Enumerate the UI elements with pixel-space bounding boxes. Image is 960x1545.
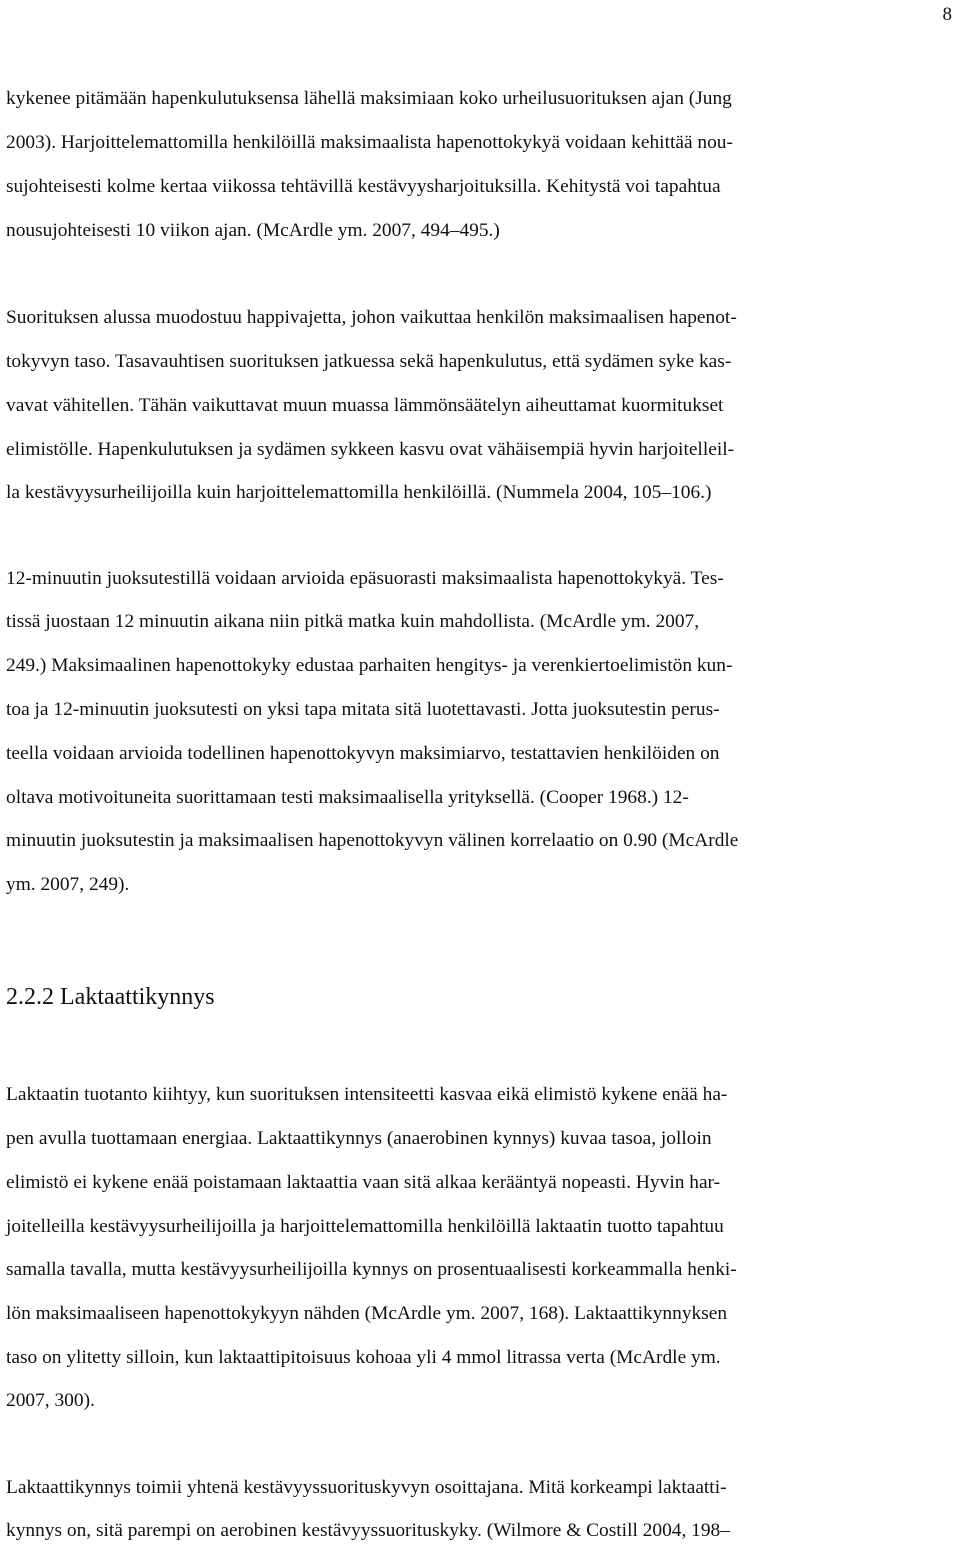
text-line: ym. 2007, 249).: [6, 874, 130, 895]
text-line: Suorituksen alussa muodostuu happivajetta, johon vaikuttaa henkilön maksimaalisen hapenot-: [6, 307, 737, 328]
text-line: pen avulla tuottamaan energiaa. Laktaattikynnys (anaerobinen kynnys) kuvaa tasoa, jolloin: [6, 1128, 712, 1149]
text-line: teella voidaan arvioida todellinen hapenottokyvyn maksimiarvo, testattavien henkilöiden on: [6, 743, 720, 764]
text-line: lön maksimaaliseen hapenottokykyyn nähden (McArdle ym. 2007, 168). Laktaattikynnyksen: [6, 1303, 728, 1324]
text-line: nousujohteisesti 10 viikon ajan. (McArdle ym. 2007, 494–495.): [6, 220, 500, 241]
section-heading: 2.2.2 Laktaattikynnys: [6, 984, 215, 1010]
text-line: 249.) Maksimaalinen hapenottokyky edustaa parhaiten hengitys- ja verenkiertoelimistön kun-: [6, 655, 733, 676]
text-line: Laktaatin tuotanto kiihtyy, kun suorituksen intensiteetti kasvaa eikä elimistö kykene enää ha-: [6, 1084, 728, 1105]
text-line: elimistölle. Hapenkulutuksen ja sydämen sykkeen kasvu ovat vähäisempiä hyvin harjoitelleil-: [6, 439, 735, 460]
text-line: 2007, 300).: [6, 1390, 95, 1411]
text-line: sujohteisesti kolme kertaa viikossa tehtävillä kestävyysharjoituksilla. Kehitystä voi tapahtua: [6, 176, 721, 197]
text-line: 2003). Harjoittelemattomilla henkilöillä maksimaalista hapenottokykyä voidaan kehittää nou-: [6, 132, 733, 153]
text-line: tissä juostaan 12 minuutin aikana niin pitkä matka kuin mahdollista. (McArdle ym. 2007,: [6, 611, 700, 632]
text-line: toa ja 12-minuutin juoksutesti on yksi tapa mitata sitä luotettavasti. Jotta juoksutestin perus-: [6, 699, 720, 720]
page-number: 8: [942, 4, 952, 25]
text-line: Laktaattikynnys toimii yhtenä kestävyyssuorituskyvyn osoittajana. Mitä korkeampi laktaatti-: [6, 1477, 727, 1498]
text-line: minuutin juoksutestin ja maksimaalisen hapenottokyvyn välinen korrelaatio on 0.90 (McArdle: [6, 830, 739, 851]
text-line: kynnys on, sitä parempi on aerobinen kestävyyssuorituskyky. (Wilmore & Costill 2004, 198–: [6, 1520, 730, 1541]
text-line: joitelleilla kestävyysurheilijoilla ja harjoittelemattomilla henkilöillä laktaatin tuotto tapahtuu: [6, 1216, 724, 1237]
text-line: oltava motivoituneita suorittamaan testi maksimaalisella yrityksellä. (Cooper 1968.) 12-: [6, 787, 689, 808]
text-line: la kestävyysurheilijoilla kuin harjoittelemattomilla henkilöillä. (Nummela 2004, 105–106.): [6, 482, 712, 503]
text-line: vavat vähitellen. Tähän vaikuttavat muun muassa lämmönsäätelyn aiheuttamat kuormitukset: [6, 395, 724, 416]
text-line: tokyvyn taso. Tasavauhtisen suorituksen jatkuessa sekä hapenkulutus, että sydämen syke kas-: [6, 351, 732, 372]
text-line: samalla tavalla, mutta kestävyysurheilijoilla kynnys on prosentuaalisesti korkeammalla henki-: [6, 1259, 737, 1280]
text-line: 12-minuutin juoksutestillä voidaan arvioida epäsuorasti maksimaalista hapenottokykyä. Tes-: [6, 568, 724, 589]
text-line: taso on ylitetty silloin, kun laktaattipitoisuus kohoaa yli 4 mmol litrassa verta (McArdle ym.: [6, 1347, 721, 1368]
text-line: elimistö ei kykene enää poistamaan laktaattia vaan sitä alkaa kerääntyä nopeasti. Hyvin har-: [6, 1172, 721, 1193]
text-line: kykenee pitämään hapenkulutuksensa lähellä maksimiaan koko urheilusuorituksen ajan (Jung: [6, 88, 732, 109]
